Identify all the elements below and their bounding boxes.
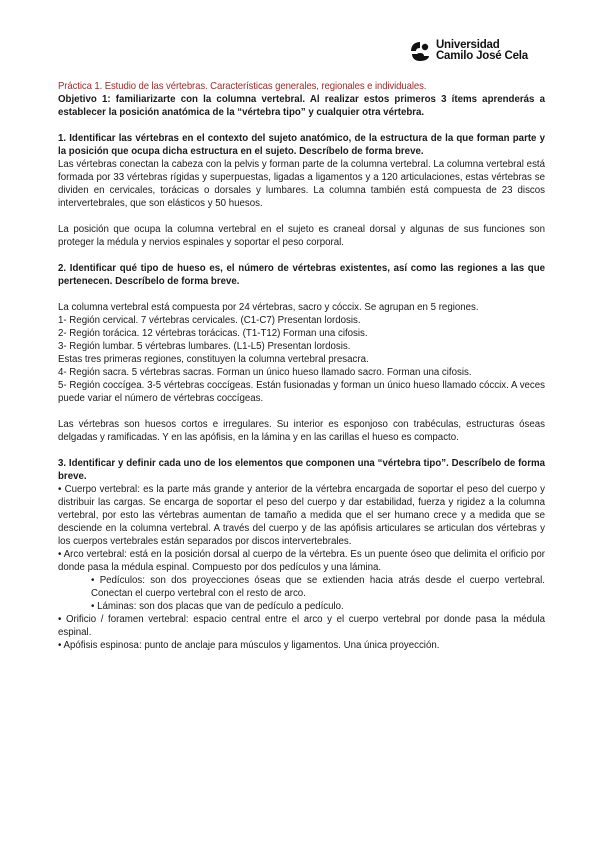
q3-heading: 3. Identificar y definir cada uno de los elementos que componen una “vértebra tipo”. Descríbelo de forma breve.	[58, 458, 545, 482]
q3-bullet-apofisis: • Apófisis espinosa: punto de anclaje para músculos y ligamentos. Una única proyección.	[58, 640, 440, 651]
q2-region-4: 4- Región sacra. 5 vértebras sacras. Forman un único hueso llamado sacro. Forman una cifosis.	[58, 367, 472, 378]
q3-sub-bullet-laminas: • Láminas: son dos placas que van de pedículo a pedículo.	[91, 601, 344, 612]
q1-paragraph-1: Las vértebras conectan la cabeza con la pelvis y forman parte de la columna vertebral. La columna vertebral está formada por 33 vértebras rígidas y superpuestas, ligadas a ligamentos y a 120 articulaciones, estas vértebras se dividen en cervicales, torácicas o dorsales y lumbares. La columna también está compuesta de 23 discos intervertebrales, que son elásticos y 50 huesos.	[58, 159, 545, 209]
objective: Objetivo 1: familiarizarte con la columna vertebral. Al realizar estos primeros 3 ítems aprenderás a establecer la posición anatómica de la “vértebra tipo” y cualquier otra vértebra.	[58, 94, 545, 118]
q3-sub-bullet-pediculos: • Pedículos: son dos proyecciones óseas que se extienden hacia atrás desde el cuerpo vertebral. Conectan el cuerpo vertebral con el resto de arco.	[91, 575, 545, 599]
q2-region-3: 3- Región lumbar. 5 vértebras lumbares. (L1-L5) Presentan lordosis.	[58, 341, 351, 352]
q1-paragraph-2: La posición que ocupa la columna vertebral en el sujeto es craneal dorsal y algunas de sus funciones son proteger la médula y nervios espinales y soportar el peso corporal.	[58, 224, 545, 248]
q2-bone-type: Las vértebras son huesos cortos e irregulares. Su interior es esponjoso con trabéculas, estructuras óseas delgadas y ramificadas. Y en las apófisis, en la lámina y en las carillas el hueso es compacto.	[58, 419, 545, 443]
document-title: Práctica 1. Estudio de las vértebras. Características generales, regionales e individuales.	[58, 81, 427, 92]
q2-region-2: 2- Región torácica. 12 vértebras torácicas. (T1-T12) Forman una cifosis.	[58, 328, 368, 339]
university-logo	[409, 40, 528, 62]
q2-presacra-note: Estas tres primeras regiones, constituyen la columna vertebral presacra.	[58, 354, 369, 365]
logo-line-2: Camilo José Cela	[435, 50, 528, 62]
q2-heading: 2. Identificar qué tipo de hueso es, el número de vértebras existentes, así como las regiones a las que pertenecen. Descríbelo de forma breve.	[58, 263, 545, 287]
q3-bullet-foramen: • Orificio / foramen vertebral: espacio central entre el arco y el cuerpo vertebral por donde pasa la médula espinal.	[58, 614, 545, 638]
logo-line-1: Universidad	[435, 39, 500, 51]
q1-heading: 1. Identificar las vértebras en el contexto del sujeto anatómico, de la estructura de la que forman parte y la posición que ocupa dicha estructura en el sujeto. Descríbelo de forma breve.	[58, 133, 545, 157]
university-logo-text	[436, 40, 528, 62]
document-body	[58, 80, 545, 652]
q2-region-5: 5- Región coccígea. 3-5 vértebras coccígeas. Están fusionadas y forman un único hueso llamado cóccix. A veces puede variar el número de vértebras coccígeas.	[58, 380, 545, 404]
q2-intro: La columna vertebral está compuesta por 24 vértebras, sacro y cóccix. Se agrupan en 5 regiones.	[58, 302, 479, 313]
q3-bullet-arco: • Arco vertebral: está en la posición dorsal al cuerpo de la vértebra. Es un puente óseo que delimita el orificio por donde pasa la médula espinal. Compuesto por dos pedículos y una lámina.	[58, 549, 545, 573]
q2-region-1: 1- Región cervical. 7 vértebras cervicales. (C1-C7) Presentan lordosis.	[58, 315, 361, 326]
q3-bullet-cuerpo: • Cuerpo vertebral: es la parte más grande y anterior de la vértebra encargada de soportar el peso del cuerpo y distribuir las cargas. Se encarga de soportar el peso del cuerpo y dar estabilidad, fuerza y rigidez a la columna vertebral, por esto las vértebras aumentan de tamaño a medida que el ser humano crece y a medida que se desciende en la columna vertebral. A través del cuerpo y de las apófisis articulares se articulan dos vértebras y los cuerpos vertebrales están separados por discos intervertebrales.	[58, 484, 545, 547]
university-logo-icon	[409, 40, 431, 62]
